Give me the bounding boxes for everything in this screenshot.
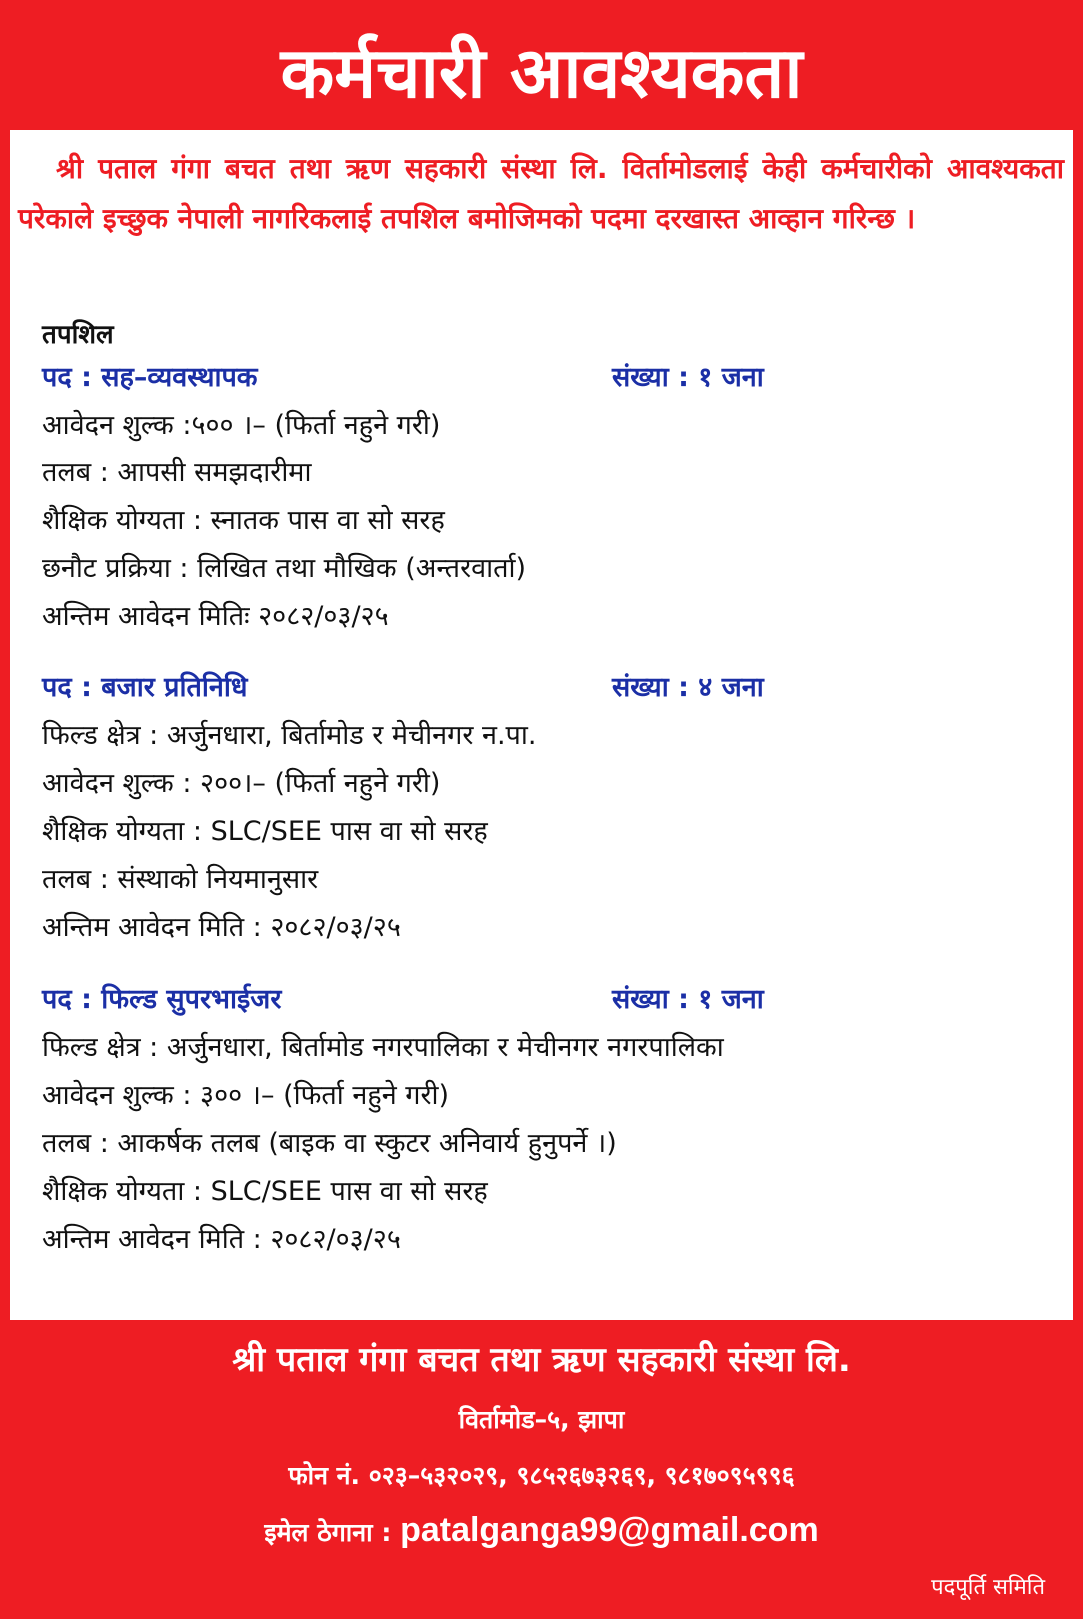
page-title: कर्मचारी आवश्यकता [280,32,803,114]
post-count: संख्या : ४ जना [612,672,764,703]
email-address[interactable]: patalganga99@gmail.com [400,1511,819,1549]
post-name: पद : बजार प्रतिनिधि [42,672,248,703]
post-count: संख्या : १ जना [612,984,764,1015]
details-heading: तपशिल [42,320,114,350]
post-detail-line: फिल्ड क्षेत्र : अर्जुनधारा, बिर्तामोड र मेचीनगर न.पा. [42,720,537,751]
post-detail-line: अन्तिम आवेदन मिति : २०८२/०३/२५ [42,1224,401,1255]
post-detail-line: छनौट प्रक्रिया : लिखित तथा मौखिक (अन्तरवार्ता) [42,553,527,584]
post-detail-line: आवेदन शुल्क : ३०० ।– (फिर्ता नहुने गरी) [42,1080,450,1111]
post-detail-line: शैक्षिक योग्यता : स्नातक पास वा सो सरह [42,505,445,536]
post-detail-line: आवेदन शुल्क :५०० ।– (फिर्ता नहुने गरी) [42,410,441,441]
post-detail-line: फिल्ड क्षेत्र : अर्जुनधारा, बिर्तामोड नगरपालिका र मेचीनगर नगरपालिका [42,1032,724,1063]
post-detail-line: तलब : आकर्षक तलब (बाइक वा स्कुटर अनिवार्य हुनुपर्ने ।) [42,1128,617,1159]
post-detail-line: शैक्षिक योग्यता : SLC/SEE पास वा सो सरह [42,816,488,847]
post-detail-line: आवेदन शुल्क : २००।– (फिर्ता नहुने गरी) [42,768,441,799]
post-name: पद : सह–व्यवस्थापक [42,362,258,393]
post-detail-line: तलब : आपसी समझदारीमा [42,457,312,488]
post-detail-line: तलब : संस्थाको नियमानुसार [42,864,319,895]
post-header [42,668,1042,708]
post-header [42,980,1042,1020]
post-detail-line: अन्तिम आवेदन मिति : २०८२/०३/२५ [42,912,401,943]
post-name: पद : फिल्ड सुपरभाईजर [42,984,282,1015]
organization-name: श्री पताल गंगा बचत तथा ऋण सहकारी संस्था लि. [232,1340,851,1380]
intro-paragraph: श्री पताल गंगा बचत तथा ऋण सहकारी संस्था लि. विर्तामोडलाई केही कर्मचारीको आवश्यकता परेकाले इच्छुक नेपाली नागरिकलाई तपशिल बमोजिमको पदमा दरखास्त आव्हान गरिन्छ । [18,152,1064,235]
post-header [42,358,1042,398]
email-row [0,1510,1083,1553]
post-detail-line: अन्तिम आवेदन मितिः २०८२/०३/२५ [42,601,389,632]
committee-signature: पदपूर्ति समिति [931,1575,1045,1600]
content-panel [10,130,1073,1320]
post-detail-line: शैक्षिक योग्यता : SLC/SEE पास वा सो सरह [42,1176,488,1207]
post-count: संख्या : १ जना [612,362,764,393]
phone-numbers: फोन नं. ०२३–५३२०२९, ९८५२६७३२६९, ९८१७०९५९९६ [288,1461,795,1490]
address: विर्तामोड–५, झापा [458,1405,625,1434]
email-label: इमेल ठेगाना : [264,1518,392,1547]
